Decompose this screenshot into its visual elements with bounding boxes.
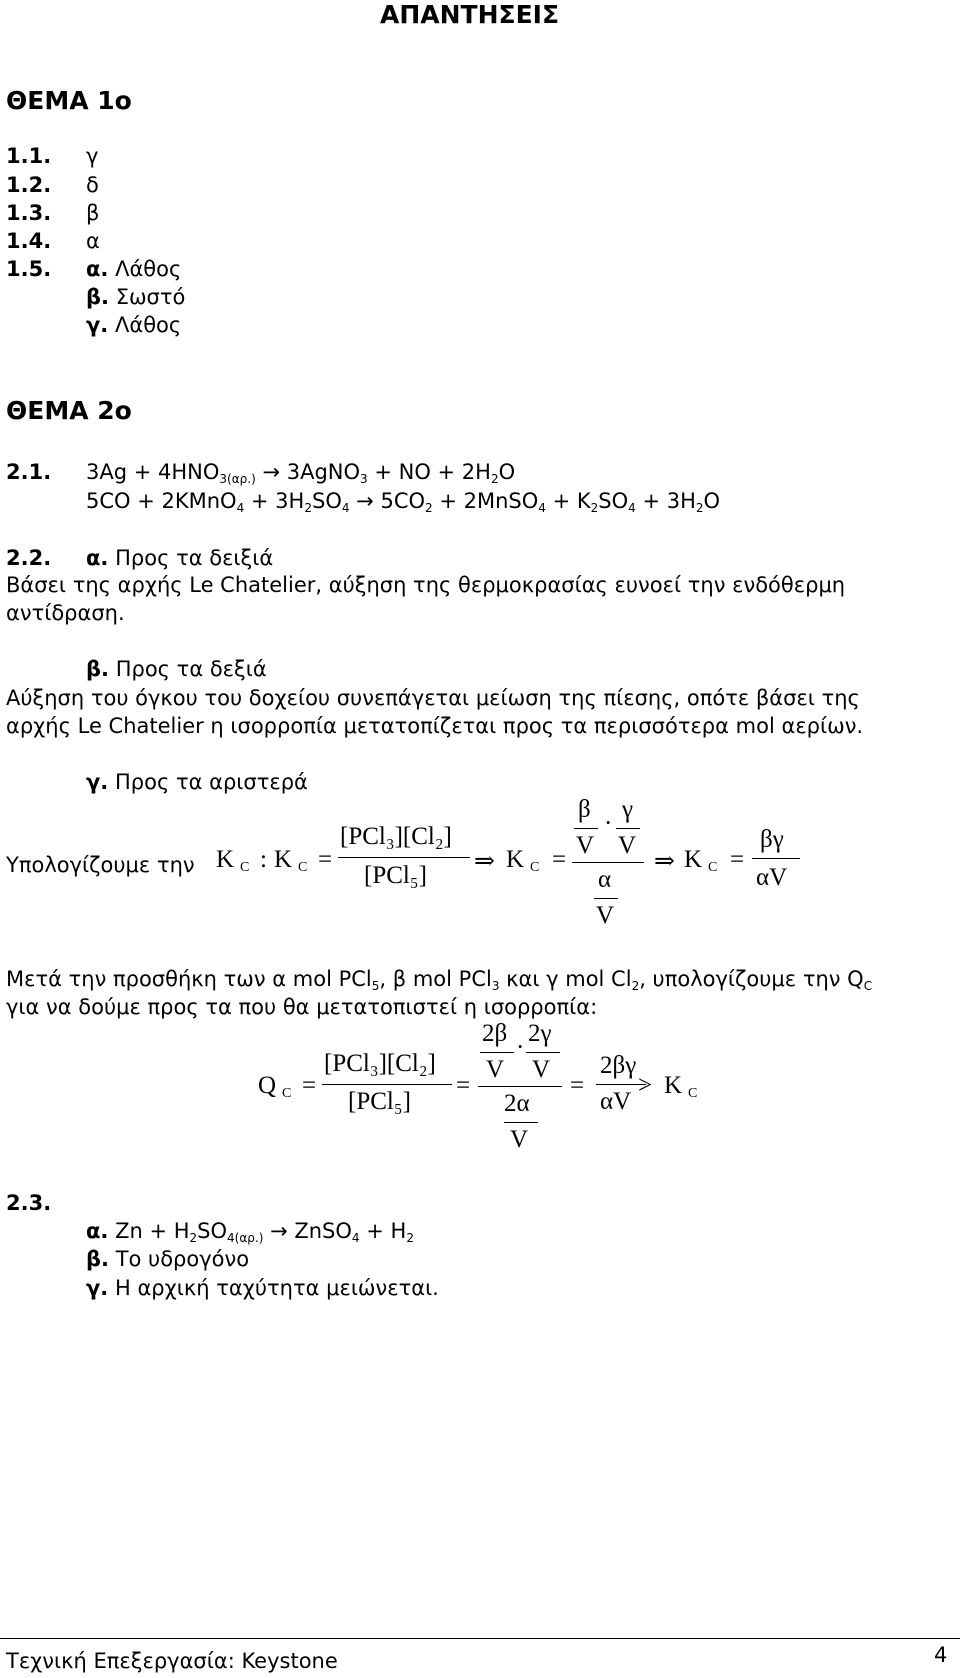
- answer-number: 1.4.: [6, 229, 52, 253]
- page-number: 4: [934, 1643, 948, 1667]
- reaction-equation-1: $3Ag + 4HNO_{3(\alpha\rho.)}$ → 3AgNO$_3$ + NO + $2H_2O$: [86, 460, 516, 486]
- answer-subitem: γ. Λάθος: [86, 313, 182, 337]
- paragraph-line: Βάσει της αρχής Le Chatelier, αύξηση της θερμοκρασίας ευνοεί την ενδόθερμη: [6, 573, 846, 597]
- footer-credit: Τεχνική Επεξεργασία: Keystone: [6, 1649, 338, 1673]
- answer-number: 1.5.: [6, 257, 52, 281]
- reaction-equation-2: 5CO + 2KMnO$_4$ + $3H_2SO_4 \to 5CO_2$ + 2MnSO$_4$ + $K_2SO_4 + 3H_2O$: [86, 489, 721, 515]
- theme1-title: ΘΕΜΑ 1ο: [6, 86, 132, 115]
- implies-arrow: ⇒: [654, 848, 675, 875]
- paragraph-line: Μετά την προσθήκη των α mol PCl$_5$, β mol PCl$_3$ και γ mol $Cl_2$, υπολογίζουμε την $Q_C$: [6, 967, 873, 993]
- arrow-icon: →: [270, 1219, 288, 1243]
- subquestion-b-title: β. Προς τα δεξιά: [86, 657, 267, 681]
- answer-subitem: β. Σωστό: [86, 285, 186, 309]
- arrow-icon: →: [262, 460, 281, 484]
- fraction-numerator: [PCl₃][Cl₂]: [340, 823, 452, 850]
- calc-label: Υπολογίζουμε την: [6, 853, 195, 877]
- theme2-title: ΘΕΜΑ 2ο: [6, 396, 132, 425]
- paragraph-line: αντίδραση.: [6, 601, 125, 625]
- answer-value: γ: [86, 144, 99, 168]
- question-number: 2.2.: [6, 546, 52, 570]
- question-number: 2.1.: [6, 460, 52, 484]
- subquestion-a-title: α. Προς τα δειξιά: [86, 546, 274, 570]
- answer-subitem: α. Λάθος: [86, 257, 182, 281]
- subquestion-g-title: γ. Προς τα αριστερά: [86, 770, 308, 794]
- fraction-denominator: [PCl₅]: [348, 1088, 411, 1115]
- answer-value: δ: [86, 173, 99, 197]
- paragraph-line: Αύξηση του όγκου του δοχείου συνεπάγεται μείωση της πίεσης, οπότε βάσει της: [6, 686, 860, 710]
- arrow-icon: →: [356, 489, 374, 513]
- fraction-bar: [338, 857, 470, 858]
- subquestion-a: α. $Zn + H_2SO_{4(\alpha\rho.)}$ → ZnSO$_4$ + $H_2$: [86, 1219, 414, 1245]
- answer-number: 1.2.: [6, 173, 52, 197]
- paragraph-line: για να δούμε προς τα που θα μετατοπιστεί η ισορροπία:: [6, 995, 598, 1019]
- implies-arrow: ⇒: [474, 848, 495, 875]
- question-number: 2.3.: [6, 1191, 52, 1215]
- answer-value: α: [86, 229, 100, 253]
- answer-value: β: [86, 201, 100, 225]
- footer-divider: [0, 1638, 960, 1639]
- answer-number: 1.1.: [6, 144, 52, 168]
- subquestion-b: β. Το υδρογόνο: [86, 1247, 250, 1271]
- answer-number: 1.3.: [6, 201, 52, 225]
- fraction-numerator: [PCl₃][Cl₂]: [324, 1050, 436, 1077]
- page-header-title: ΑΠΑΝΤΗΣΕΙΣ: [380, 0, 560, 29]
- paragraph-line: αρχής Le Chatelier η ισορροπία μετατοπίζεται προς τα περισσότερα mol αερίων.: [6, 714, 864, 738]
- subquestion-g: γ. Η αρχική ταχύτητα μειώνεται.: [86, 1276, 439, 1300]
- fraction-denominator: [PCl₅]: [364, 862, 427, 889]
